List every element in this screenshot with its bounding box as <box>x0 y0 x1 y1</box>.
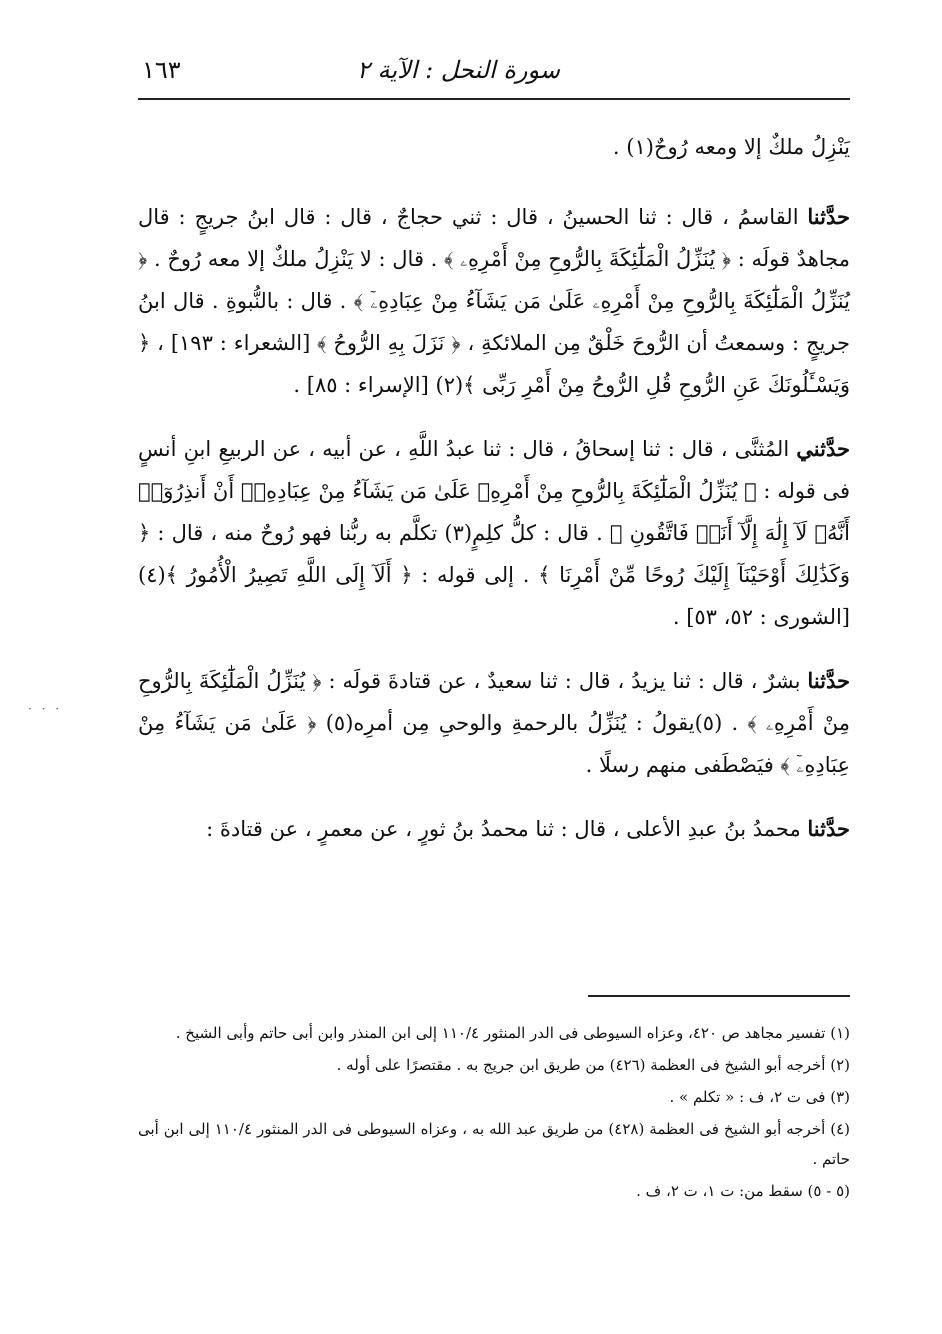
footnote-divider <box>588 995 850 997</box>
paragraph <box>138 126 850 168</box>
footnote: (٤) أخرجه أبو الشيخ فى العظمة (٤٢٨) من طريق عبد الله به ، وعزاه السيوطى فى الدر المنثور ١١٠/٤ إلى ابن أبى حاتم . <box>138 1120 851 1168</box>
paragraph <box>138 660 850 786</box>
paragraph <box>138 196 850 406</box>
footnotes <box>138 1018 850 1208</box>
header-divider <box>138 98 850 100</box>
running-title: سورة النحل : الآية ٢ <box>357 56 560 84</box>
footnote: (٥ - ٥) سقط من: ت ١، ت ٢، ف . <box>636 1182 850 1200</box>
footnote: (٣) فى ت ٢، ف : « تكلم » . <box>669 1088 850 1106</box>
footnote: (١) تفسير مجاهد ص ٤٢٠، وعزاه السيوطى فى الدر المنثور ١١٠/٤ إلى ابن المنذر وابن أبى حاتم وأبى الشيخ . <box>175 1024 850 1042</box>
footnote: (٢) أخرجه أبو الشيخ فى العظمة (٤٢٦) من طريق ابن جريج به . مقتصرًا على أوله . <box>336 1056 850 1074</box>
paragraph-text: بشرٌ ، قال : ثنا يزيدُ ، قال : ثنا سعيدٌ ، عن قتادةَ قولَه : ﴿ يُنَزِّلُ الْمَلَٰٓئِكَةَ بِالرُّوحِ مِنْ أَمْرِهِۦ ﴾ . (٥)يقولُ : يُنَزِّلُ بالرحمةِ والوحىِ مِن أمرِه(٥) ﴿ عَلَىٰ مَن يَشَآءُ مِنْ عِبَادِهِۦٓ ﴾ فيَصْطَفى منهم رسلًا . <box>138 669 850 777</box>
paragraph-text: المُثنَّى ، قال : ثنا إسحاقُ ، قال : ثنا عبدُ اللَّهِ ، عن أبيه ، عن الربيعِ ابنِ أنسٍ فى قوله : ﴿ يُنَزِّلُ الْمَلَٰٓئِكَةَ بِالرُّوحِ مِنْ أَمْرِهِۦ عَلَىٰ مَن يَشَآءُ مِنْ عِبَادِهِۦٓ أَنْ أَنذِرُوٓا۟ أَنَّهُۥ لَآ إِلَٰهَ إِلَّآ أَنَا۠ فَاتَّقُونِ ﴾ . قال : كلُّ كلِمٍ(٣) تكلَّم به ربُّنا فهو رُوحٌ منه ، قال : ﴿ وَكَذَٰلِكَ أَوْحَيْنَآ إِلَيْكَ رُوحًا مِّنْ أَمْرِنَا ﴾ . إلى قوله : ﴿ أَلَآ إِلَى اللَّهِ تَصِيرُ الْأُمُورُ ﴾(٤) [الشورى : ٥٢، ٥٣] . <box>138 437 850 629</box>
narration-chain-marker: حدَّثنا <box>807 668 851 693</box>
narration-chain-marker: حدَّثنا <box>807 816 850 841</box>
scan-speck: · · · <box>28 702 63 716</box>
paragraph-text: محمدُ بنُ عبدِ الأعلى ، قال : ثنا محمدُ بنُ ثورٍ ، عن معمرٍ ، عن قتادةَ : <box>206 817 801 841</box>
main-text <box>138 126 850 872</box>
paragraph <box>138 428 850 638</box>
narration-chain-marker: حدَّثني <box>796 436 850 461</box>
paragraph <box>138 808 850 850</box>
paragraph-text: القاسمُ ، قال : ثنا الحسينُ ، قال : ثني حجاجٌ ، قال : قال ابنُ جريجٍ : قال مجاهدٌ قولَه : ﴿ يُنَزِّلُ الْمَلَٰٓئِكَةَ بِالرُّوحِ مِنْ أَمْرِهِۦ ﴾ . قال : لا يَنْزِلُ ملكٌ إلا معه رُوحٌ . ﴿ يُنَزِّلُ الْمَلَٰٓئِكَةَ بِالرُّوحِ مِنْ أَمْرِهِۦ عَلَىٰ مَن يَشَآءُ مِنْ عِبَادِهِۦٓ ﴾ . قال : بالنُّبوةِ . قال ابنُ جريجٍ : وسمعتُ أن الرُّوحَ خَلْقٌ مِن الملائكةِ ، ﴿ نَزَلَ بِهِ الرُّوحُ ﴾ [الشعراء : ١٩٣] ، ﴿ وَيَسْـَٔلُونَكَ عَنِ الرُّوحِ قُلِ الرُّوحُ مِنْ أَمْرِ رَبِّى ﴾(٢) [الإسراء : ٨٥] . <box>137 205 850 397</box>
page-number: ١٦٣ <box>142 56 181 84</box>
narration-chain-marker: حدَّثنا <box>807 204 850 229</box>
page-header <box>138 50 850 94</box>
paragraph-text: يَنْزِلُ ملكٌ إلا ومعه رُوحٌ(١) . <box>612 135 850 159</box>
